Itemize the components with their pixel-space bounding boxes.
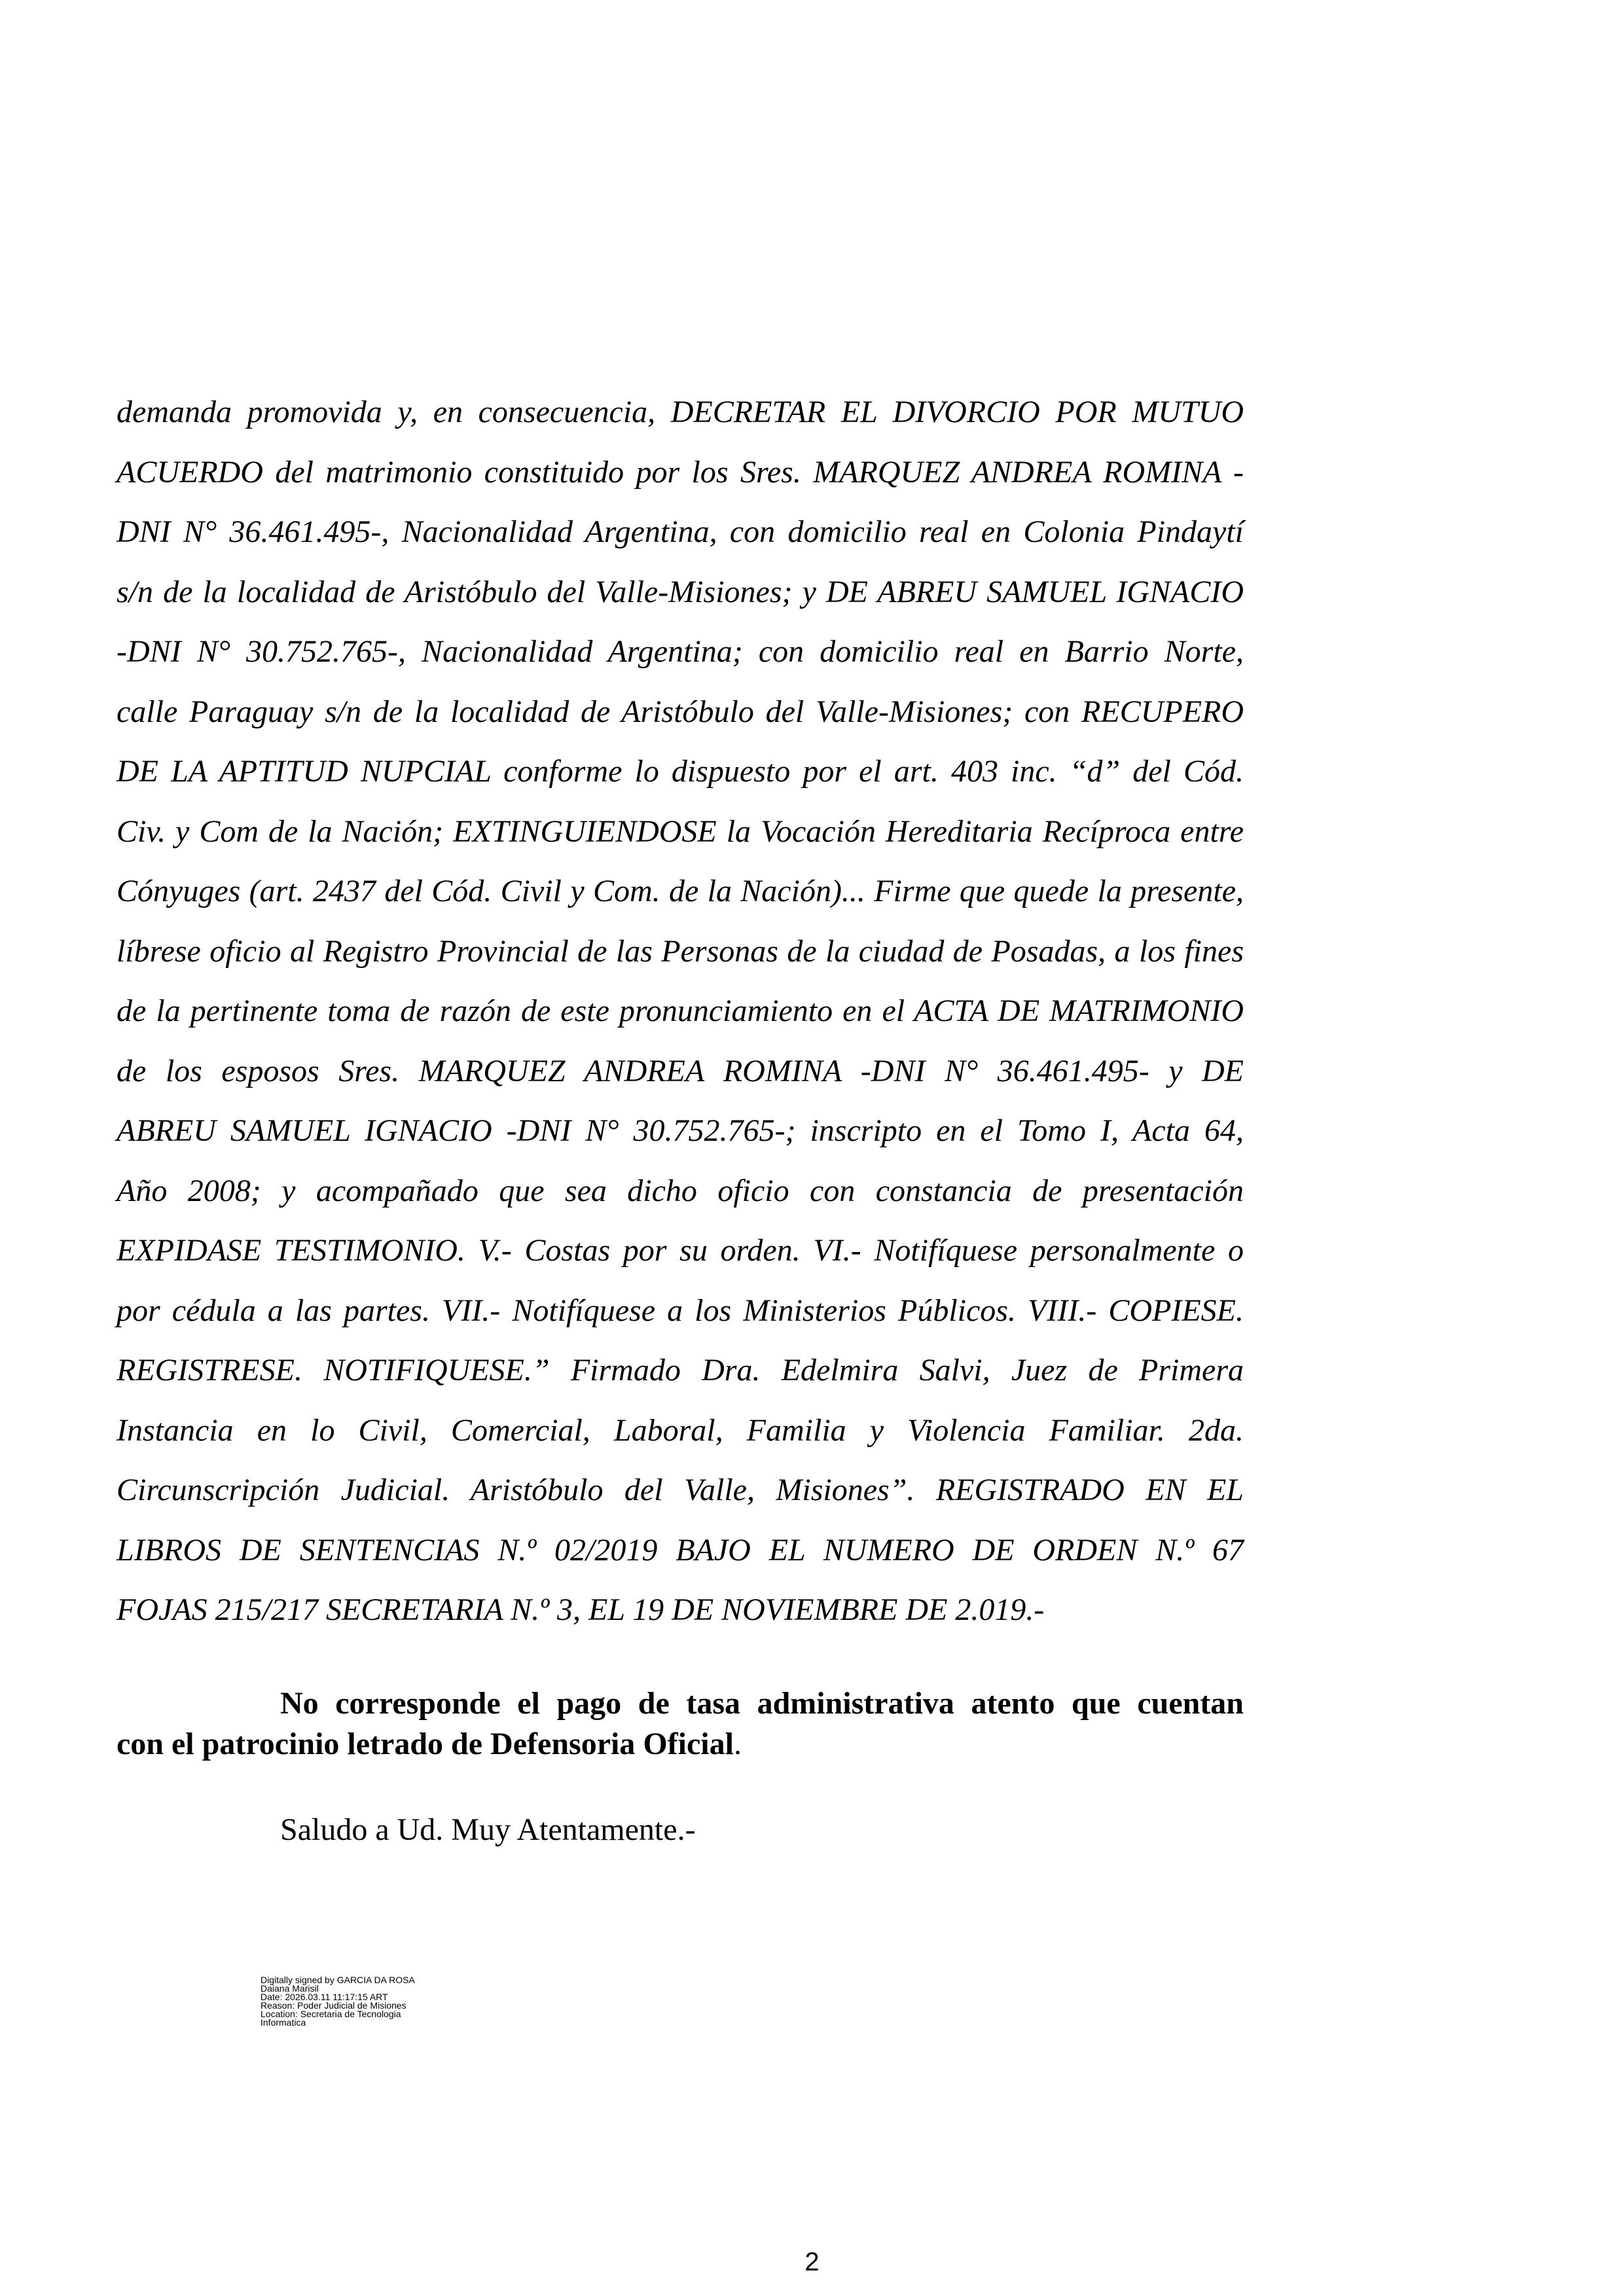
notice-line: [117, 1724, 1244, 1765]
text-line: REGISTRESE. NOTIFIQUESE.” Firmado Dra. Edelmira Salvi, Juez de Primera: [117, 1353, 1244, 1388]
text-line: de la pertinente toma de razón de este pronunciamiento en el ACTA DE MATRIMONIO: [117, 994, 1244, 1028]
signature-line: Informatica: [261, 2017, 306, 2028]
text-line: Circunscripción Judicial. Aristóbulo del Valle, Misiones”. REGISTRADO EN EL: [117, 1473, 1244, 1507]
text-line: líbrese oficio al Registro Provincial de las Personas de la ciudad de Posadas, a los fines: [117, 933, 1244, 969]
closing-salutation: Saludo a Ud. Muy Atentamente.-: [280, 1812, 696, 1847]
signature-line: Daiana Marisil: [261, 1983, 319, 1994]
fee-notice: [117, 1683, 1244, 1765]
text-line: DNI N° 36.461.495-, Nacionalidad Argentina, con domicilio real en Colonia Pindaytí: [117, 514, 1244, 549]
text-line: FOJAS 215/217 SECRETARIA N.º 3, EL 19 DE NOVIEMBRE DE 2.019.-: [117, 1592, 1045, 1627]
signature-line: Digitally signed by GARCIA DA ROSA: [261, 1975, 415, 1985]
text-line: DE LA APTITUD NUPCIAL conforme lo dispuesto por el art. 403 inc. “d” del Cód.: [117, 754, 1244, 789]
text-line: LIBROS DE SENTENCIAS N.º 02/2019 BAJO EL NUMERO DE ORDEN N.º 67: [117, 1532, 1244, 1568]
text-line: -DNI N° 30.752.765-, Nacionalidad Argentina; con domicilio real en Barrio Norte,: [117, 634, 1244, 669]
text-line: s/n de la localidad de Aristóbulo del Valle-Misiones; y DE ABREU SAMUEL IGNACIO: [117, 574, 1244, 609]
text-line: EXPIDASE TESTIMONIO. V.- Costas por su orden. VI.- Notifíquese personalmente o: [117, 1233, 1244, 1268]
text-line: ACUERDO del matrimonio constituido por los Sres. MARQUEZ ANDREA ROMINA -: [117, 454, 1244, 490]
text-line: ABREU SAMUEL IGNACIO -DNI N° 30.752.765-; inscripto en el Tomo I, Acta 64,: [117, 1113, 1244, 1148]
signature-line: Location: Secretaria de Tecnologia: [261, 2009, 401, 2019]
text-line: Civ. y Com de la Nación; EXTINGUIENDOSE la Vocación Hereditaria Recíproca entre: [117, 814, 1244, 849]
text-line: por cédula a las partes. VII.- Notifíquese a los Ministerios Públicos. VIII.- COPIESE.: [117, 1293, 1244, 1328]
notice-line-end: .: [733, 1727, 742, 1761]
signature-line: Reason: Poder Judicial de Misiones: [261, 2000, 406, 2011]
signature-line: Date: 2026.03.11 11:17:15 ART: [261, 1992, 388, 2002]
text-line: demanda promovida y, en consecuencia, DECRETAR EL DIVORCIO POR MUTUO: [117, 395, 1244, 429]
text-line: de los esposos Sres. MARQUEZ ANDREA ROMINA -DNI N° 36.461.495- y DE: [117, 1053, 1244, 1088]
digital-signature: [261, 1976, 415, 2027]
page-number: 2: [804, 2248, 820, 2276]
text-line: calle Paraguay s/n de la localidad de Aristóbulo del Valle-Misiones; con RECUPERO: [117, 694, 1244, 729]
resolution-text: [117, 382, 1244, 1640]
notice-line-text: con el patrocinio letrado de Defensoria Oficial: [117, 1727, 734, 1761]
text-line: Año 2008; y acompañado que sea dicho oficio con constancia de presentación: [117, 1173, 1244, 1208]
text-line: Cónyuges (art. 2437 del Cód. Civil y Com. de la Nación)... Firme que quede la presente,: [117, 874, 1244, 908]
notice-line: No corresponde el pago de tasa administrativa atento que cuentan: [280, 1686, 1244, 1721]
text-line: Instancia en lo Civil, Comercial, Laboral, Familia y Violencia Familiar. 2da.: [117, 1412, 1244, 1448]
